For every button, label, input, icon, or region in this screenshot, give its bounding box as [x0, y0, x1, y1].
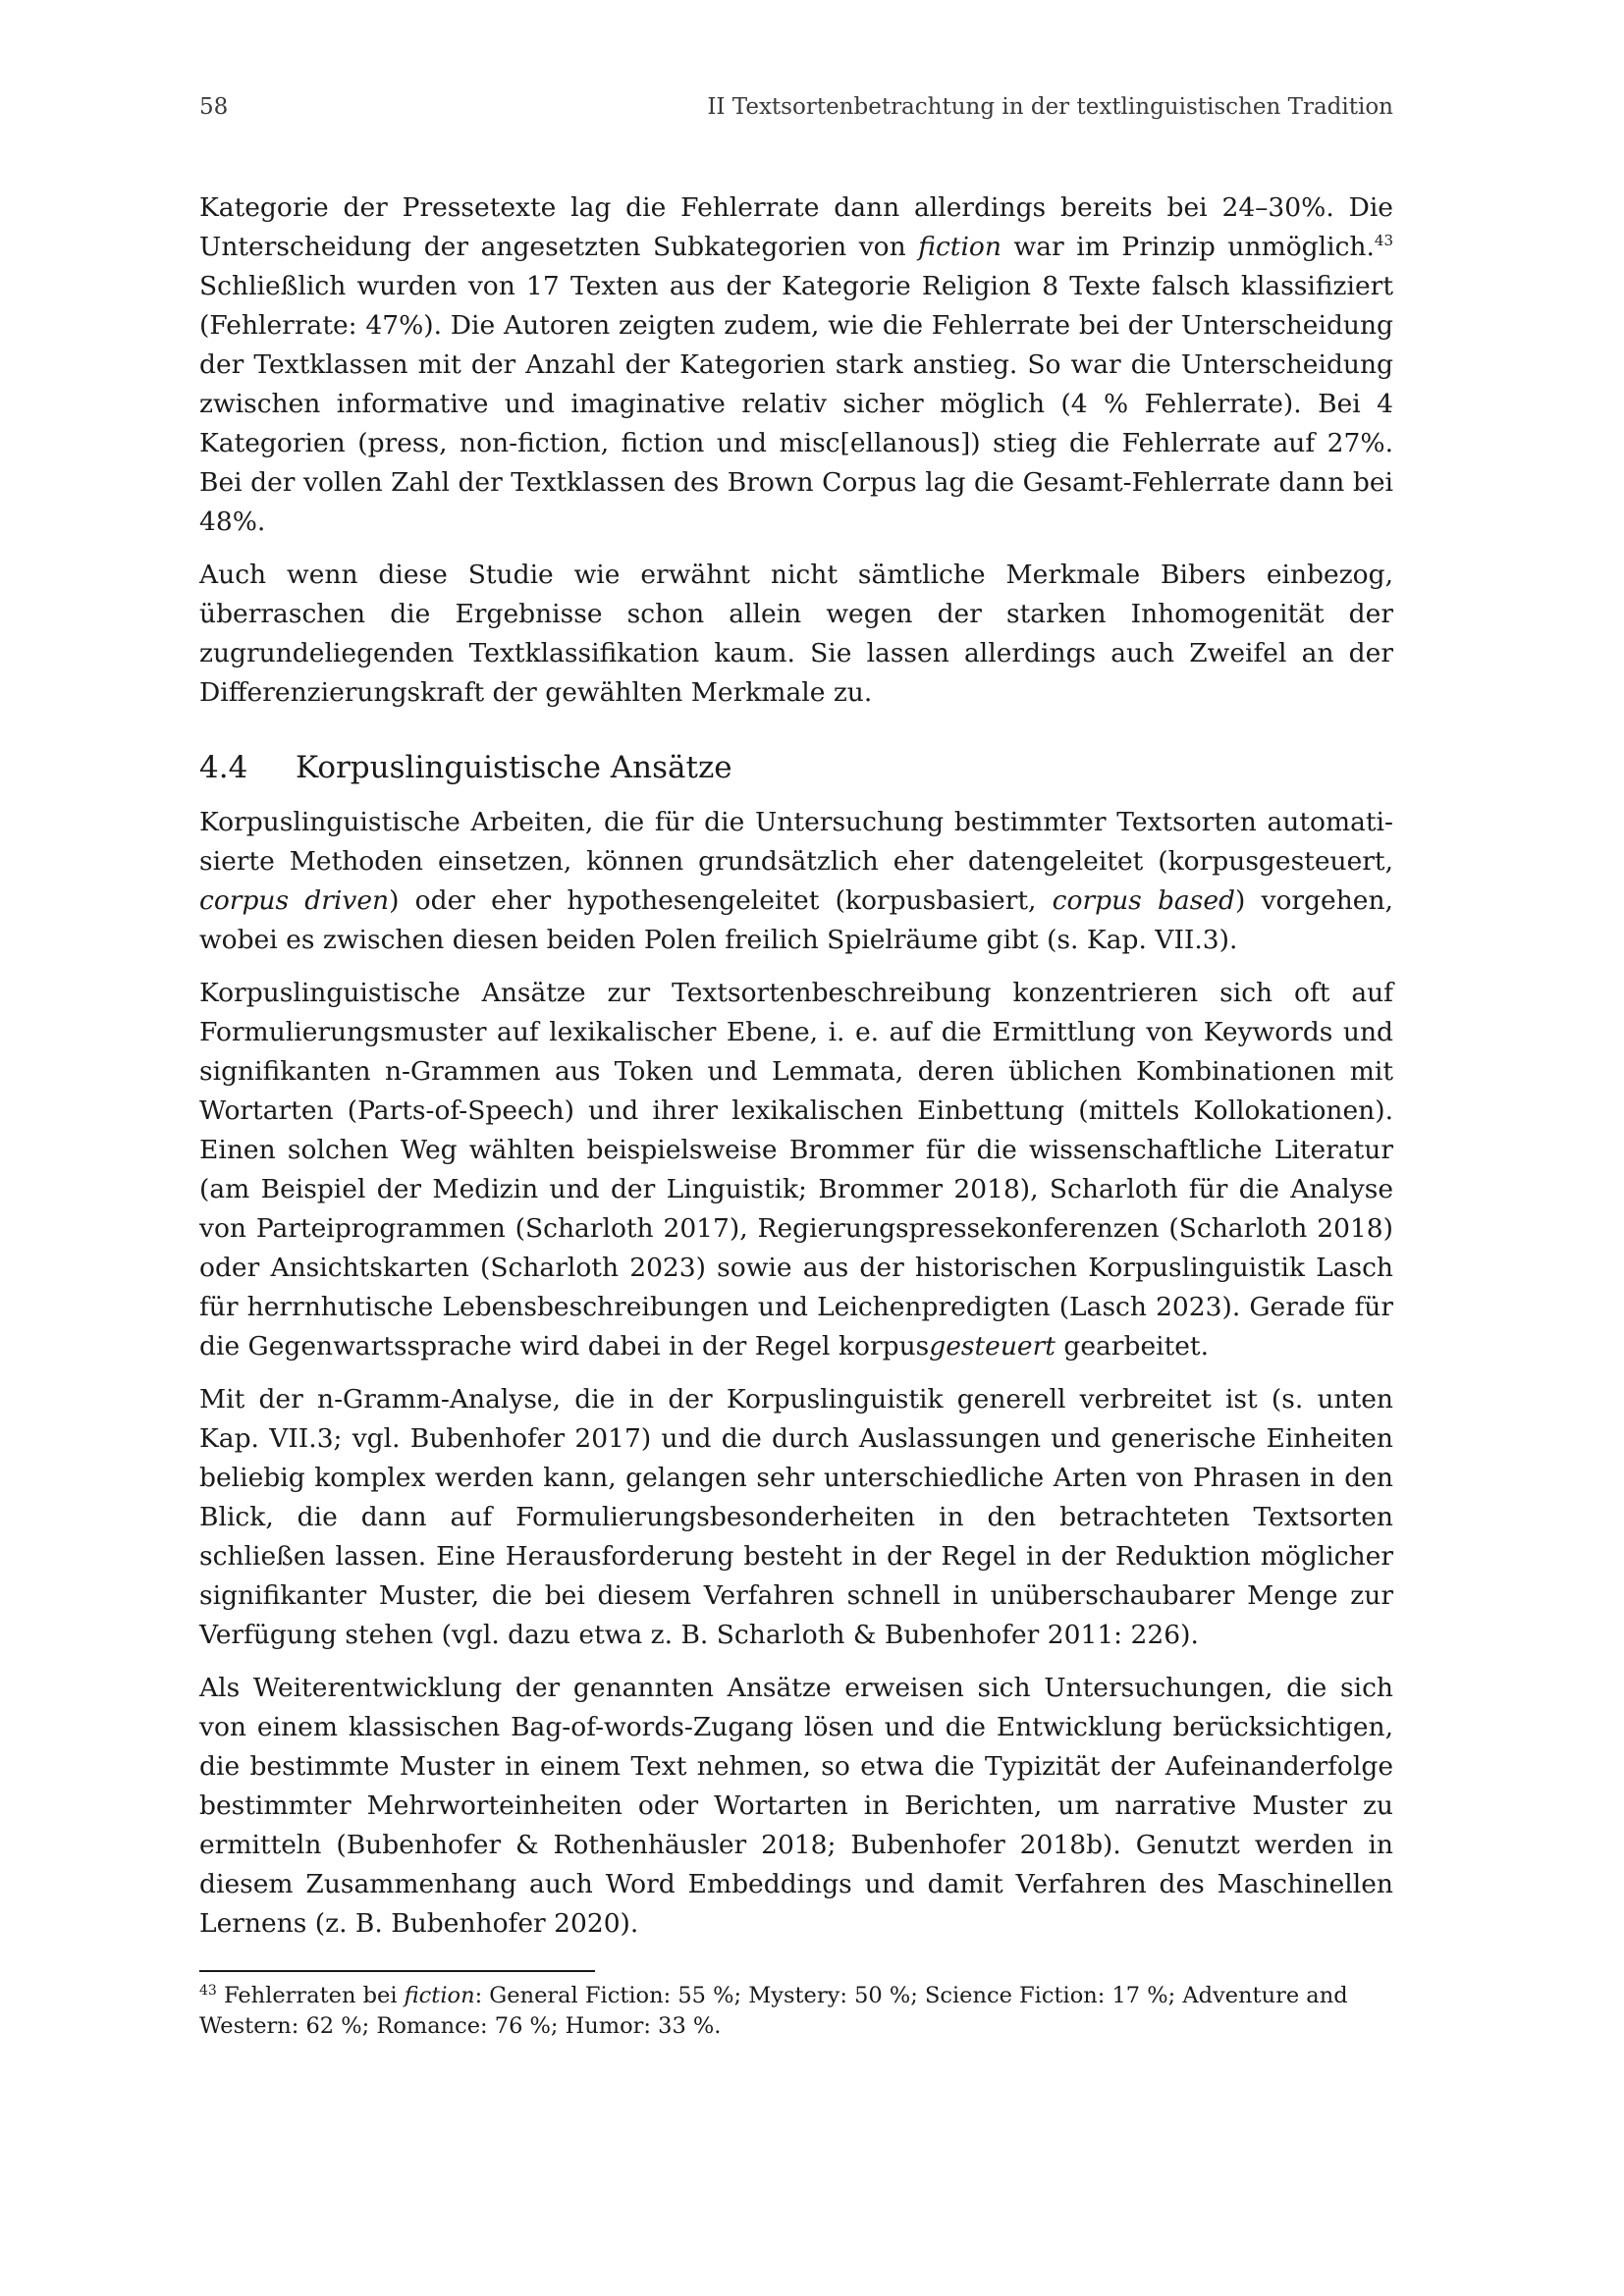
main-text [199, 188, 1393, 1957]
paragraph-3 [199, 803, 1393, 960]
text-run: ) vorgehen, wobei es zwischen diesen beiden Polen freilich Spielräume gibt (s. Kap. VII.3). [199, 885, 1393, 955]
text-run: gearbeitet. [1055, 1331, 1210, 1362]
paragraph-2: Auch wenn diese Studie wie erwähnt nicht sämtliche Merkmale Bibers einbezog, überraschen die Ergebnisse schon allein wegen der starken Inhomogenität der zugrundeliegenden Textklassifikation kaum. Sie lassen allerdings auch Zweifel an der Differenzierungskraft der gewählten Merkmale zu. [199, 560, 1393, 708]
paragraph-1 [199, 188, 1393, 542]
text-run: Kategorie der Pressetexte lag die Fehlerrate dann allerdings bereits bei 24–30%. Die Unterscheidung der angesetzten Subkategorien von [199, 192, 1393, 262]
footnote-43 [199, 1981, 1393, 2042]
paragraph-5: Mit der n-Gramm-Analyse, die in der Korpuslinguistik generell verbreitet ist (s. unten Kap. VII.3; vgl. Bubenhofer 2017) und die durch Auslassungen und generische Einheiten beliebig komplex werden kann, gelangen sehr unterschiedliche Arten von Phrasen in den Blick, die dann auf Formulierungsbesonderheiten in den betrachteten Textsorten schließen lassen. Eine Herausforderung besteht in der Regel in der Reduktion möglicher signifikanter Muster, die bei diesem Verfahren schnell in unüberschaubarer Menge zur Verfügung stehen (vgl. dazu etwa z. B. Scharloth & Bubenhofer 2011: 226). [199, 1384, 1393, 1650]
text-run: Fehlerraten bei [216, 1983, 405, 2008]
italic-term: fiction [918, 232, 1001, 262]
footnote-reference[interactable]: 43 [1374, 232, 1393, 249]
paragraph-4 [199, 974, 1393, 1366]
running-title: II Textsortenbetrachtung in der textlinguistischen Tradition [707, 94, 1393, 120]
italic-term: corpus driven [199, 885, 390, 916]
text-run: : General Fiction: 55 %; Mystery: 50 %; Science Fiction: 17 %; Adventure and Western: 62 %; Romance: 76 %; Humor: 33 %. [199, 1983, 1348, 2039]
section-number: 4.4 [199, 750, 248, 785]
text-run: ) oder eher hypothesengeleitet (korpusbasiert, [389, 885, 1053, 916]
footnote-rule [199, 1970, 595, 1972]
page-number: 58 [199, 94, 229, 120]
italic-term: corpus based [1052, 885, 1235, 916]
section-heading [199, 748, 1393, 787]
italic-term: fiction [404, 1983, 475, 2008]
text-run: Schließlich wurden von 17 Texten aus der Kategorie Religion 8 Texte falsch klassifiziert (Fehlerrate: 47%). Die Autoren zeigten zudem, wie die Fehlerrate bei der Unterscheidung der Textklassen mit der Anzahl der Kategorien stark anstieg. So war die Unterscheidung zwischen informative und imaginative relativ sicher möglich (4 % Fehlerrate). Bei 4 Kategorien (press, non-fiction, fiction und misc[ellanous]) stieg die Fehlerrate auf 27%. Bei der vollen Zahl der Textklassen des Brown Corpus lag die Gesamt-Fehlerrate dann bei 48%. [199, 271, 1393, 537]
text-run: Korpuslinguistische Ansätze zur Textsortenbeschreibung konzentrieren sich oft auf Formulierungsmuster auf lexikalischer Ebene, i. e. auf die Ermittlung von Keywords und signifikanten n-Grammen aus Token und Lemmata, deren üblichen Kombinationen mit Wortarten (Parts-of-Speech) und ihrer lexikalischen Einbettung (mittels Kollokationen). Einen solchen Weg wählten beispielsweise Brommer für die wissenschaftliche Literatur (am Beispiel der Medizin und der Linguistik; Brommer 2018), Scharloth für die Analyse von Parteiprogrammen (Scharloth 2017), Regierungspressekonferenzen (Scharloth 2018) oder Ansichtskarten (Scharloth 2023) sowie aus der historischen Korpuslinguistik Lasch für herrnhutische Lebensbeschreibungen und Leichenpredigten (Lasch 2023). Gerade für die Gegenwartssprache wird dabei in der Regel korpus [199, 978, 1393, 1362]
section-title: Korpuslinguistische Ansätze [296, 750, 732, 785]
italic-term: gesteuert [929, 1331, 1056, 1362]
text-run: Korpuslinguistische Arbeiten, die für die Untersuchung bestimmter Textsorten automatisierte Methoden einsetzen, können grundsätzlich eher datengeleitet (korpusgesteuert, [199, 807, 1393, 877]
paragraph-6: Als Weiterentwicklung der genannten Ansätze erweisen sich Untersuchungen, die sich von einem klassischen Bag-of-words-Zugang lösen und die Entwicklung berücksichtigen, die bestimmte Muster in einem Text nehmen, so etwa die Typizität der Aufeinanderfolge bestimmter Mehrworteinheiten oder Wortarten in Berichten, um narrative Muster zu ermitteln (Bubenhofer & Rothenhäusler 2018; Bubenhofer 2018b). Genutzt werden in diesem Zusammenhang auch Word Embeddings und damit Verfahren des Maschinellen Lernens (z. B. Bubenhofer 2020). [199, 1673, 1393, 1939]
text-run: war im Prinzip unmöglich. [1001, 232, 1375, 262]
footnote-number: 43 [199, 1983, 217, 1999]
running-head [199, 94, 1393, 133]
